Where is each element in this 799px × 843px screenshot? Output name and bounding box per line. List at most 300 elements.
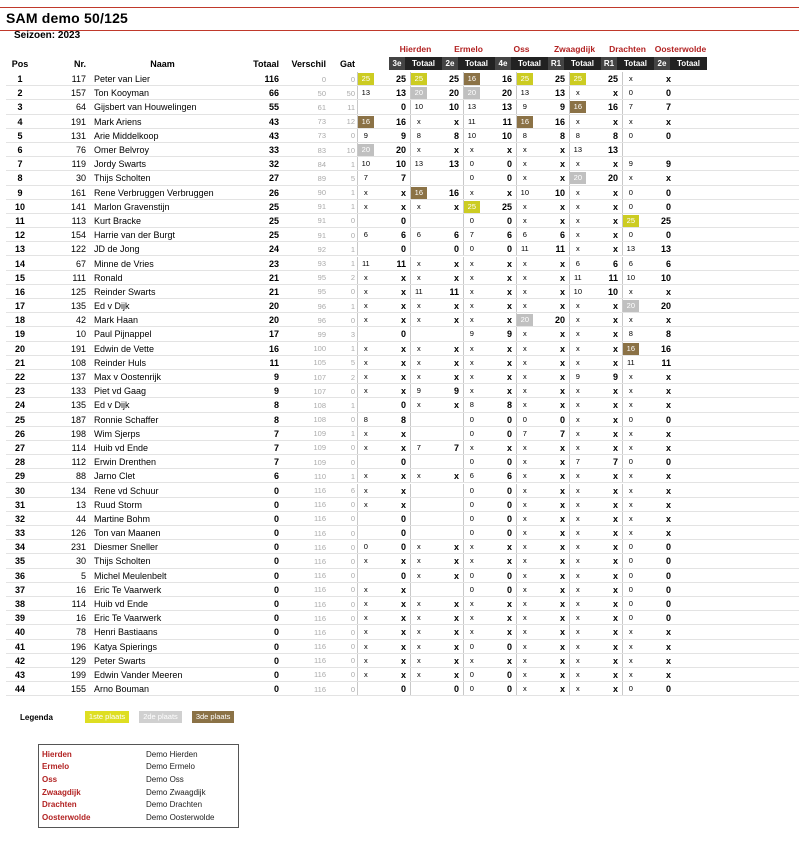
round-score: x bbox=[575, 485, 580, 495]
cell-nr: 108 bbox=[70, 357, 86, 368]
venue-total: x bbox=[400, 286, 406, 297]
venue-cell bbox=[463, 682, 516, 696]
table-row bbox=[6, 583, 675, 597]
venue-total: 25 bbox=[395, 74, 406, 85]
cell-gat: 5 bbox=[350, 358, 355, 368]
venue-total: x bbox=[453, 613, 459, 624]
venue-total: 11 bbox=[449, 286, 459, 297]
venue-cell bbox=[569, 356, 622, 370]
round-score: x bbox=[469, 145, 474, 155]
venue-cell bbox=[516, 540, 569, 554]
venue-total: 0 bbox=[506, 584, 512, 595]
round-score bbox=[411, 456, 427, 468]
round-score: x bbox=[522, 145, 527, 155]
venue-total: x bbox=[665, 428, 671, 439]
cell-totaal: 0 bbox=[273, 641, 279, 652]
cell-nr: 10 bbox=[75, 329, 86, 340]
venue-cell bbox=[622, 441, 675, 455]
header-gat: Gat bbox=[339, 59, 355, 69]
venue-total: 6 bbox=[400, 230, 406, 241]
venue-total: 0 bbox=[665, 570, 671, 581]
venue-cell bbox=[622, 540, 675, 554]
round-score bbox=[411, 215, 427, 227]
venue-total: x bbox=[612, 627, 618, 638]
cell-totaal: 27 bbox=[268, 173, 279, 184]
cell-nr: 112 bbox=[71, 457, 86, 468]
venue-total: 10 bbox=[660, 272, 671, 283]
venue-cell bbox=[463, 342, 516, 356]
table-row bbox=[6, 455, 675, 469]
round-score bbox=[411, 172, 427, 184]
venue-cells bbox=[357, 569, 675, 583]
venue-cells bbox=[357, 384, 675, 398]
round-score: x bbox=[416, 613, 421, 623]
venue-total: 11 bbox=[502, 116, 512, 127]
venue-total: x bbox=[400, 485, 406, 496]
round-code: 3e bbox=[389, 57, 405, 70]
round-score: x bbox=[469, 357, 474, 367]
cell-naam: Max v Oostenrijk bbox=[94, 372, 162, 383]
round-score: 16 bbox=[623, 343, 639, 355]
cell-verschil: 116 bbox=[314, 684, 326, 694]
cell-pos: 3 bbox=[17, 102, 23, 113]
cell-nr: 191 bbox=[70, 116, 86, 127]
venue-cell bbox=[569, 540, 622, 554]
venue-cell bbox=[516, 484, 569, 498]
cell-verschil: 100 bbox=[313, 344, 326, 354]
round-score: 0 bbox=[469, 173, 474, 183]
venue-cell bbox=[622, 484, 675, 498]
venue-cell bbox=[357, 498, 410, 512]
venue-cell bbox=[463, 569, 516, 583]
venue-cell bbox=[569, 441, 622, 455]
cell-verschil: 84 bbox=[317, 159, 326, 169]
venue-total: 13 bbox=[554, 88, 565, 99]
round-score bbox=[358, 513, 374, 525]
venue-total: x bbox=[400, 372, 406, 383]
venue-total: x bbox=[665, 528, 671, 539]
venue-total: x bbox=[559, 357, 565, 368]
cell-naam: Diesmer Sneller bbox=[94, 542, 159, 553]
venue-cell bbox=[516, 654, 569, 668]
venue-total: x bbox=[612, 215, 618, 226]
cell-verschil: 116 bbox=[314, 585, 326, 595]
round-score: x bbox=[363, 556, 368, 566]
venue-cell bbox=[622, 257, 675, 271]
venue-cell bbox=[357, 228, 410, 242]
venue-total: x bbox=[665, 400, 671, 411]
round-score: x bbox=[522, 386, 527, 396]
venue-cell bbox=[569, 171, 622, 185]
venue-total: x bbox=[665, 655, 671, 666]
venue-total: x bbox=[506, 556, 512, 567]
venue-total: 25 bbox=[501, 201, 512, 212]
venue-total: x bbox=[559, 173, 565, 184]
venue-cell bbox=[516, 526, 569, 540]
round-score: 13 bbox=[626, 244, 635, 254]
venue-cells bbox=[357, 455, 675, 469]
venue-cell bbox=[410, 554, 463, 568]
cell-nr: 198 bbox=[70, 428, 86, 439]
venue-total: x bbox=[612, 343, 618, 354]
cell-totaal: 25 bbox=[268, 230, 279, 241]
cell-pos: 32 bbox=[14, 513, 25, 524]
venue-cell bbox=[357, 171, 410, 185]
round-score: x bbox=[522, 201, 527, 211]
venue-cell bbox=[463, 654, 516, 668]
cell-naam: JD de Jong bbox=[94, 244, 140, 255]
cell-totaal: 7 bbox=[273, 428, 279, 439]
cell-verschil: 50 bbox=[317, 88, 326, 98]
round-score: x bbox=[575, 570, 580, 580]
venue-cell bbox=[569, 569, 622, 583]
venue-total: 0 bbox=[506, 244, 512, 255]
round-score: 25 bbox=[517, 73, 533, 85]
venue-total: x bbox=[612, 428, 618, 439]
venue-total: x bbox=[612, 201, 618, 212]
venue-cell bbox=[516, 625, 569, 639]
venue-cell bbox=[569, 512, 622, 526]
round-score: x bbox=[575, 400, 580, 410]
venue-total: 0 bbox=[506, 173, 512, 184]
venue-key: Ermelo bbox=[42, 762, 70, 772]
venue-cell bbox=[410, 384, 463, 398]
venue-cell bbox=[357, 257, 410, 271]
venue-total: 0 bbox=[665, 230, 671, 241]
venue-cell bbox=[463, 498, 516, 512]
venue-cell bbox=[357, 129, 410, 143]
cell-gat: 0 bbox=[350, 556, 355, 566]
round-score: x bbox=[363, 272, 368, 282]
cell-verschil: 95 bbox=[317, 273, 326, 283]
venue-total: 0 bbox=[665, 613, 671, 624]
venue-total: x bbox=[559, 442, 565, 453]
venue-cell bbox=[516, 427, 569, 441]
venue-total: 13 bbox=[448, 159, 459, 170]
venue-cell bbox=[569, 597, 622, 611]
venue-cell bbox=[622, 313, 675, 327]
venue-cell bbox=[516, 413, 569, 427]
venue-cell bbox=[622, 427, 675, 441]
venue-cell bbox=[622, 86, 675, 100]
round-score: x bbox=[469, 386, 474, 396]
round-score: x bbox=[628, 315, 633, 325]
venue-total: 7 bbox=[400, 173, 406, 184]
round-score: x bbox=[575, 641, 580, 651]
round-score: 0 bbox=[363, 542, 368, 552]
table-row bbox=[6, 569, 675, 583]
venue-cell bbox=[622, 682, 675, 696]
table-row bbox=[6, 540, 675, 554]
venue-total: 11 bbox=[396, 258, 406, 269]
venue-total: x bbox=[612, 400, 618, 411]
venue-total: x bbox=[559, 627, 565, 638]
venue-key-row bbox=[42, 786, 235, 799]
venue-header: Ermelo bbox=[454, 44, 483, 54]
venue-total: 11 bbox=[555, 244, 565, 255]
cell-totaal: 0 bbox=[273, 556, 279, 567]
cell-nr: 231 bbox=[70, 542, 86, 553]
venue-total: x bbox=[453, 556, 459, 567]
venue-cell bbox=[357, 441, 410, 455]
round-score: x bbox=[575, 584, 580, 594]
cell-naam: Henri Bastiaans bbox=[94, 627, 158, 638]
round-score: x bbox=[469, 542, 474, 552]
venue-cell bbox=[569, 526, 622, 540]
round-score: 7 bbox=[363, 173, 368, 183]
venue-total: 10 bbox=[554, 187, 565, 198]
venue-cell bbox=[463, 540, 516, 554]
round-score: 0 bbox=[628, 542, 633, 552]
venue-cells bbox=[357, 597, 675, 611]
venue-total: 0 bbox=[665, 201, 671, 212]
venue-cell bbox=[410, 186, 463, 200]
cell-totaal: 43 bbox=[268, 130, 279, 141]
cell-nr: 44 bbox=[75, 513, 86, 524]
venue-total: x bbox=[665, 442, 671, 453]
venue-cell bbox=[516, 299, 569, 313]
venue-cell bbox=[410, 370, 463, 384]
round-score: x bbox=[522, 485, 527, 495]
venue-total: 0 bbox=[665, 414, 671, 425]
venue-total: x bbox=[612, 613, 618, 624]
venue-cell bbox=[622, 625, 675, 639]
venue-total: x bbox=[506, 286, 512, 297]
venue-total: x bbox=[453, 258, 459, 269]
round-score: x bbox=[469, 272, 474, 282]
cell-gat: 0 bbox=[350, 599, 355, 609]
round-score: x bbox=[628, 400, 633, 410]
venue-total: 25 bbox=[448, 74, 459, 85]
round-score: 8 bbox=[522, 130, 527, 140]
venue-total: x bbox=[612, 641, 618, 652]
venue-cells bbox=[357, 313, 675, 327]
cell-naam: Ed v Dijk bbox=[94, 400, 130, 411]
cell-pos: 6 bbox=[17, 145, 23, 156]
table-row bbox=[6, 682, 675, 696]
table-row bbox=[6, 413, 675, 427]
cell-naam: Paul Pijnappel bbox=[94, 329, 152, 340]
round-score: x bbox=[522, 570, 527, 580]
venue-total: 16 bbox=[660, 343, 671, 354]
cell-nr: 133 bbox=[70, 386, 86, 397]
round-score bbox=[411, 485, 427, 497]
cell-pos: 25 bbox=[14, 414, 25, 425]
venue-total: 7 bbox=[612, 457, 618, 468]
cell-nr: 134 bbox=[70, 485, 86, 496]
table-row bbox=[6, 327, 675, 341]
round-score: x bbox=[469, 655, 474, 665]
venue-cell bbox=[357, 384, 410, 398]
venue-total: x bbox=[453, 669, 459, 680]
cell-pos: 16 bbox=[14, 286, 25, 297]
header-verschil: Verschil bbox=[291, 59, 326, 69]
cell-gat: 0 bbox=[350, 315, 355, 325]
venue-cell bbox=[622, 398, 675, 412]
venue-cell bbox=[357, 654, 410, 668]
venue-cell bbox=[410, 526, 463, 540]
round-score: 20 bbox=[358, 144, 374, 156]
round-score: x bbox=[575, 655, 580, 665]
round-score: x bbox=[628, 442, 633, 452]
cell-nr: 13 bbox=[75, 499, 86, 510]
header-totaal: Totaal bbox=[253, 59, 279, 69]
round-score: 0 bbox=[628, 201, 633, 211]
round-score: 13 bbox=[361, 88, 370, 98]
venue-total: x bbox=[400, 357, 406, 368]
table-row bbox=[6, 313, 675, 327]
venue-cell bbox=[622, 413, 675, 427]
venue-total: 6 bbox=[506, 471, 512, 482]
cell-gat: 1 bbox=[350, 429, 355, 439]
cell-nr: 113 bbox=[71, 215, 86, 226]
legend-third-place: 3de plaats bbox=[192, 711, 235, 723]
venue-cell bbox=[357, 115, 410, 129]
round-score: x bbox=[628, 173, 633, 183]
round-score: x bbox=[363, 386, 368, 396]
cell-verschil: 96 bbox=[317, 315, 326, 325]
cell-verschil: 83 bbox=[317, 145, 326, 155]
cell-totaal: 33 bbox=[268, 145, 279, 156]
cell-naam: Thijs Scholten bbox=[94, 556, 151, 567]
venue-total: 25 bbox=[660, 215, 671, 226]
venue-cell bbox=[516, 327, 569, 341]
venue-total: 0 bbox=[506, 428, 512, 439]
venue-total: x bbox=[506, 599, 512, 610]
venue-cells bbox=[357, 654, 675, 668]
round-score: 9 bbox=[416, 386, 421, 396]
cell-gat: 50 bbox=[346, 88, 355, 98]
round-score: 8 bbox=[469, 400, 474, 410]
venue-total: x bbox=[400, 627, 406, 638]
cell-nr: 157 bbox=[70, 88, 86, 99]
venue-cell bbox=[463, 285, 516, 299]
cell-pos: 37 bbox=[14, 584, 25, 595]
round-score: x bbox=[628, 428, 633, 438]
round-score: 0 bbox=[628, 130, 633, 140]
venue-cell bbox=[622, 271, 675, 285]
table-row bbox=[6, 611, 675, 625]
venue-cell bbox=[357, 455, 410, 469]
venue-cell bbox=[410, 413, 463, 427]
venue-cell bbox=[516, 455, 569, 469]
venue-total: 8 bbox=[453, 130, 459, 141]
round-score: x bbox=[416, 343, 421, 353]
venue-total: 9 bbox=[506, 329, 512, 340]
venue-cell bbox=[516, 512, 569, 526]
cell-gat: 5 bbox=[350, 173, 355, 183]
venue-total: x bbox=[559, 215, 565, 226]
round-score: x bbox=[575, 116, 580, 126]
venue-total: 20 bbox=[554, 315, 565, 326]
venue-total: 20 bbox=[501, 88, 512, 99]
cell-gat: 0 bbox=[350, 74, 355, 84]
venue-total: x bbox=[559, 499, 565, 510]
cell-pos: 30 bbox=[14, 485, 25, 496]
venue-cells bbox=[357, 668, 675, 682]
venue-total: x bbox=[400, 471, 406, 482]
cell-verschil: 109 bbox=[313, 443, 326, 453]
venue-total: x bbox=[612, 301, 618, 312]
venue-total: 6 bbox=[559, 230, 565, 241]
round-score: x bbox=[522, 641, 527, 651]
cell-nr: 114 bbox=[71, 599, 86, 610]
venue-total: x bbox=[453, 116, 459, 127]
venue-cells bbox=[357, 257, 675, 271]
venue-cell bbox=[516, 313, 569, 327]
cell-naam: Ruud Storm bbox=[94, 499, 143, 510]
venue-cell bbox=[410, 72, 463, 86]
round-total-label: Totaal bbox=[670, 57, 707, 70]
venue-total: 0 bbox=[400, 513, 406, 524]
venue-total: 10 bbox=[501, 130, 512, 141]
cell-verschil: 116 bbox=[314, 670, 326, 680]
venue-cell bbox=[410, 611, 463, 625]
cell-pos: 35 bbox=[14, 556, 25, 567]
venue-total: 20 bbox=[607, 173, 618, 184]
cell-naam: Edwin de Vette bbox=[94, 343, 155, 354]
venue-header: Hierden bbox=[399, 44, 432, 54]
venue-cell bbox=[516, 469, 569, 483]
venue-total: x bbox=[559, 286, 565, 297]
venue-cell bbox=[463, 186, 516, 200]
venue-cell bbox=[410, 625, 463, 639]
venue-cell bbox=[516, 611, 569, 625]
round-score: x bbox=[469, 286, 474, 296]
venue-total: x bbox=[612, 542, 618, 553]
round-score: x bbox=[416, 669, 421, 679]
venue-cells bbox=[357, 512, 675, 526]
venue-cell bbox=[622, 100, 675, 114]
cell-nr: 137 bbox=[70, 372, 86, 383]
venue-cell bbox=[357, 569, 410, 583]
cell-totaal: 8 bbox=[273, 414, 279, 425]
cell-verschil: 116 bbox=[314, 486, 326, 496]
venue-cell bbox=[516, 242, 569, 256]
venue-cell bbox=[569, 668, 622, 682]
round-score: 0 bbox=[628, 230, 633, 240]
cell-gat: 0 bbox=[350, 500, 355, 510]
cell-gat: 1 bbox=[350, 202, 355, 212]
venue-total: x bbox=[559, 201, 565, 212]
round-score: 9 bbox=[522, 102, 527, 112]
cell-totaal: 9 bbox=[273, 386, 279, 397]
cell-gat: 0 bbox=[350, 457, 355, 467]
venue-total: 8 bbox=[506, 400, 512, 411]
round-score: x bbox=[416, 372, 421, 382]
venue-total: x bbox=[665, 627, 671, 638]
venue-cell bbox=[463, 327, 516, 341]
round-score: x bbox=[575, 513, 580, 523]
cell-naam: Omer Belvroy bbox=[94, 145, 150, 156]
venue-total: x bbox=[559, 542, 565, 553]
cell-totaal: 20 bbox=[268, 315, 279, 326]
venue-cell bbox=[569, 86, 622, 100]
table-row bbox=[6, 625, 675, 639]
round-score: x bbox=[628, 116, 633, 126]
venue-cell bbox=[357, 214, 410, 228]
round-score: x bbox=[575, 442, 580, 452]
venue-total: x bbox=[559, 329, 565, 340]
round-score: 20 bbox=[464, 87, 480, 99]
venue-cell bbox=[357, 86, 410, 100]
venue-cells bbox=[357, 398, 675, 412]
venue-total: x bbox=[400, 584, 406, 595]
venue-cell bbox=[410, 100, 463, 114]
venue-total: 0 bbox=[506, 499, 512, 510]
venue-cells bbox=[357, 100, 675, 114]
round-score: x bbox=[522, 528, 527, 538]
